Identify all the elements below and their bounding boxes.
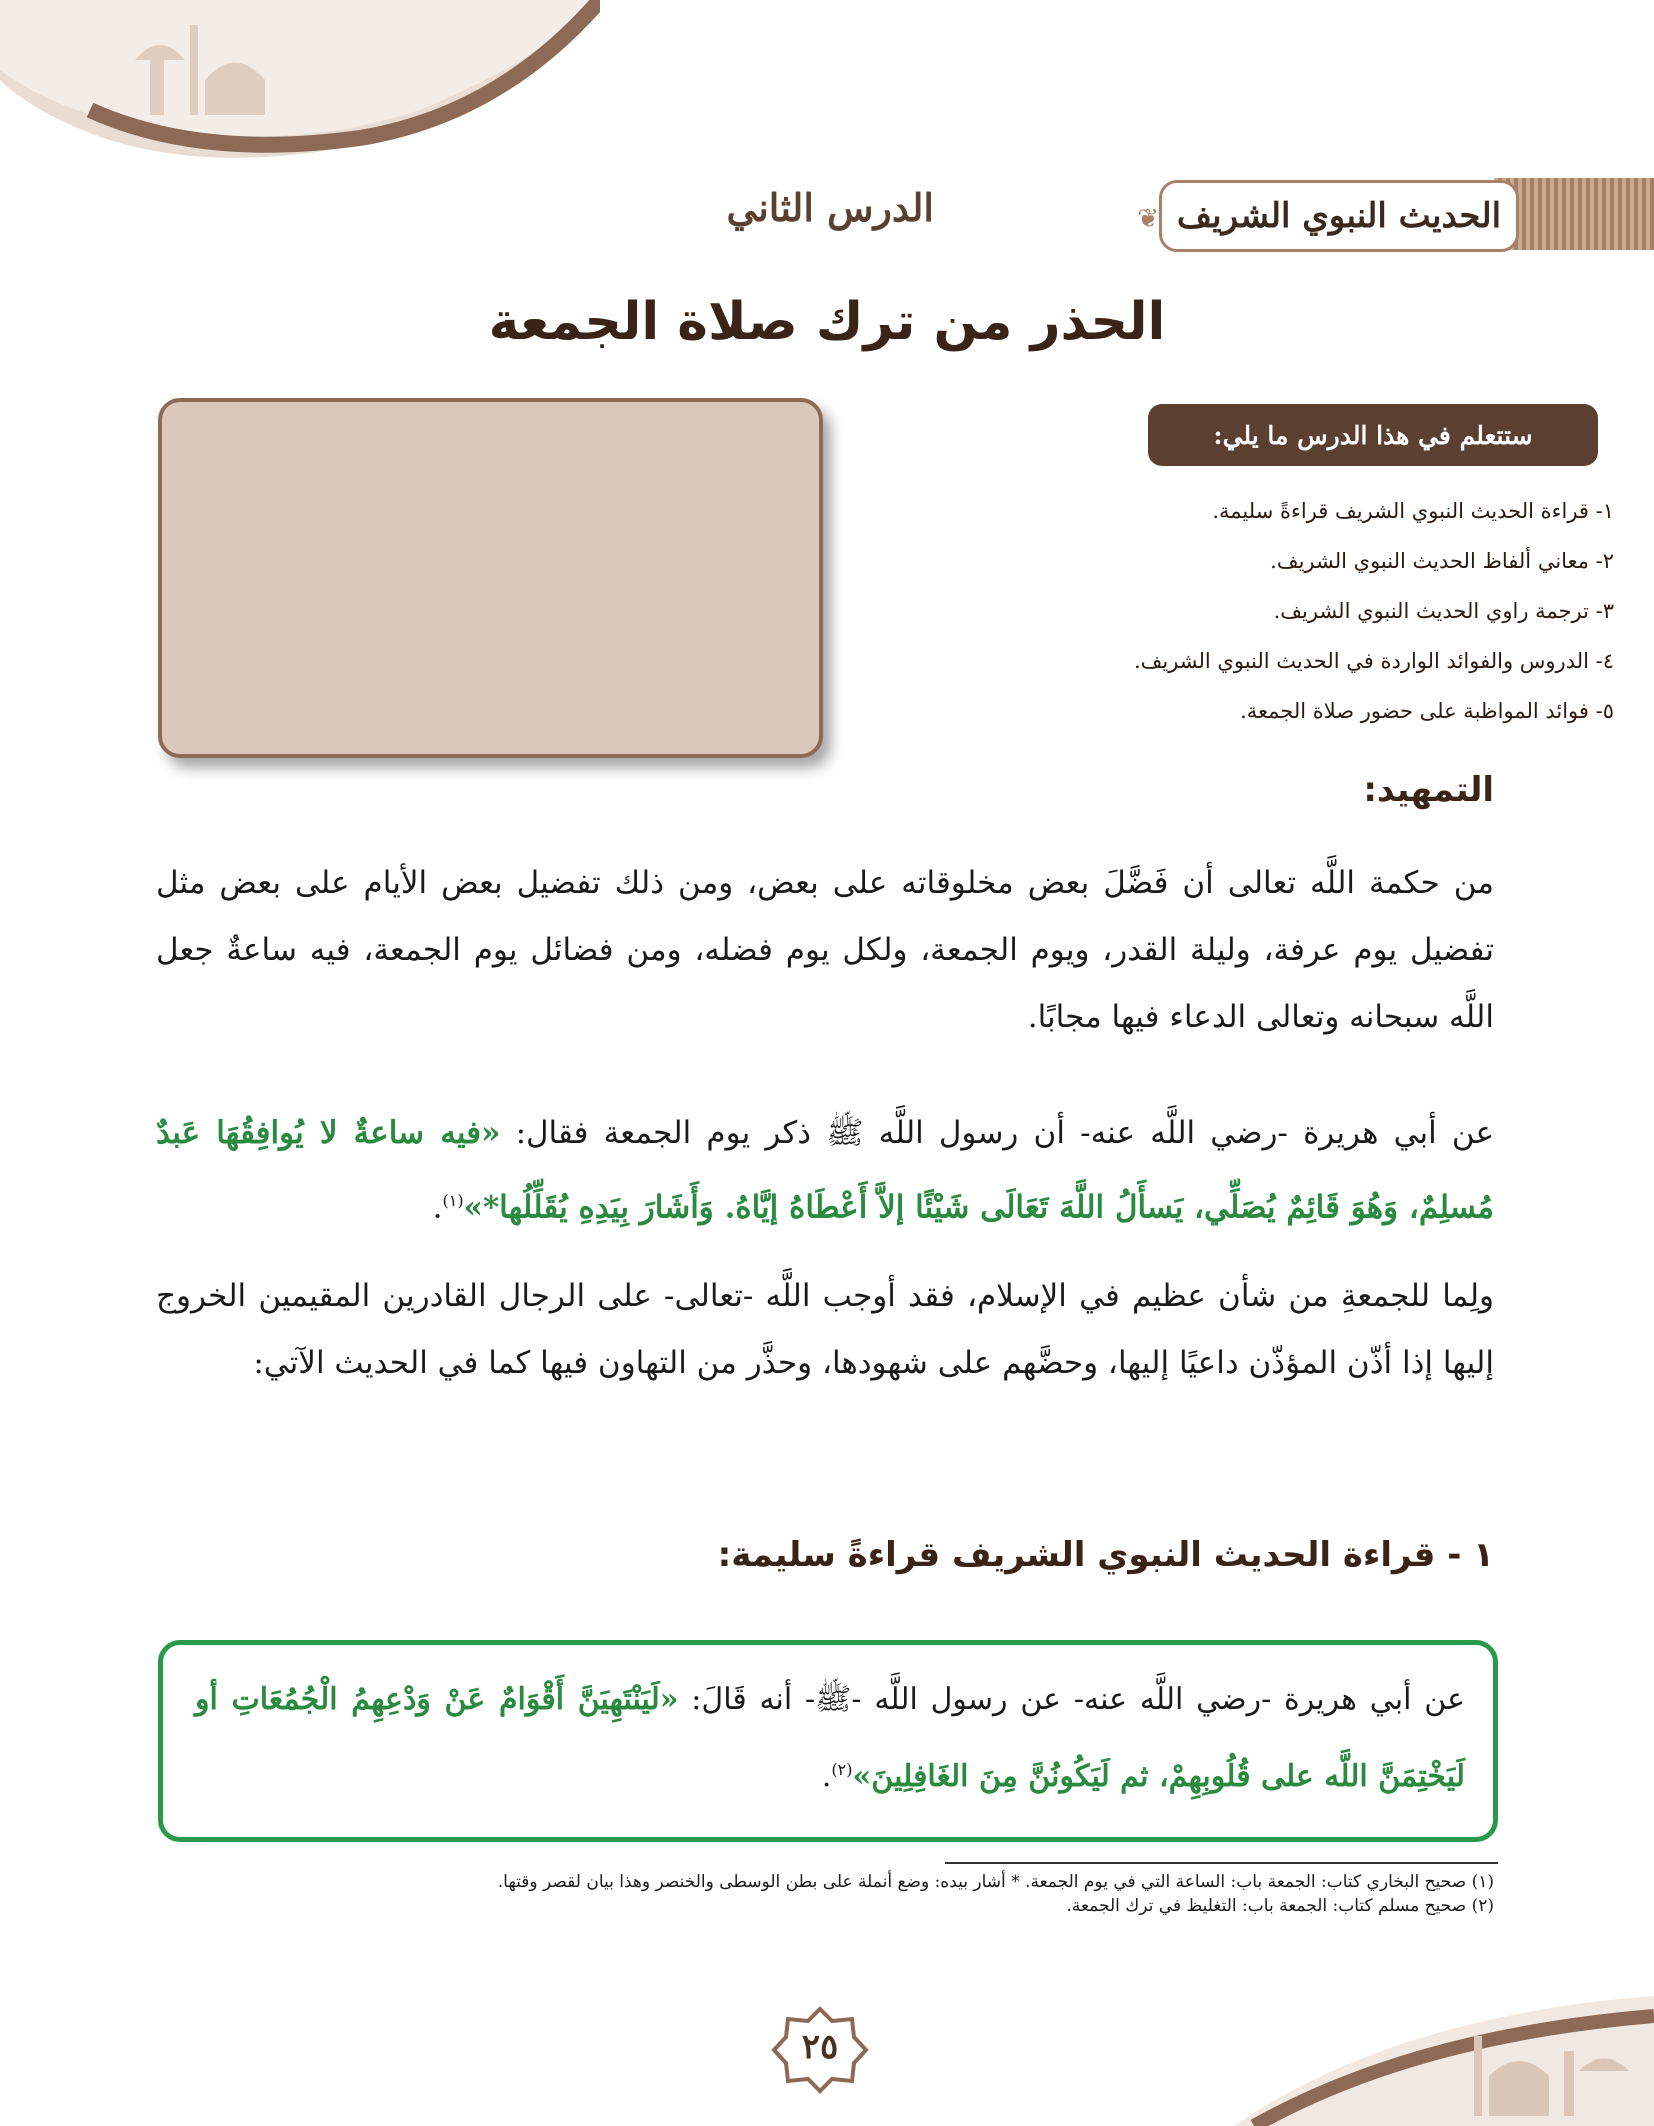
lesson-title: الحذر من ترك صلاة الجمعة (488, 292, 1166, 352)
top-corner-ornament (0, 0, 600, 170)
objective-item: ٥- فوائد المواظبة على حضور صلاة الجمعة. (1240, 699, 1614, 723)
intro-text: ولِما للجمعةِ من شأن عظيم في الإسلام، فقد أوجب اللَّه -تعالى- على الرجال القادرين المقيمين الخروج إليها إذا أذّن المؤذّن داعيًا إليها، وحضَّهم على شهودها، وحذَّر من التهاون فيها كما في الحديث الآتي: (156, 1278, 1494, 1381)
unit-title: الحديث النبوي الشريف (1176, 196, 1502, 236)
intro-text: من حكمة اللَّه تعالى أن فَضَّلَ بعض مخلوقاته على بعض، ومن ذلك تفضيل بعض الأيام على بعض مثل تفضيل يوم عرفة، وليلة القدر، ويوم الجمعة، ولكل يوم فضله، ومن فضائل يوم الجمعة، فيه ساعةٌ جعل اللَّه سبحانه وتعالى الدعاء فيها مجابًا. (156, 865, 1494, 1035)
objective-item: ٣- ترجمة راوي الحديث النبوي الشريف. (1273, 599, 1614, 623)
footnote-divider (945, 1862, 1498, 1864)
objectives-box (158, 398, 823, 758)
page-number-badge (770, 2005, 870, 2095)
intro-paragraph-2 (156, 1100, 1494, 1241)
intro-lead: عن أبي هريرة -رضي اللَّه عنه- أن رسول اللَّه ﷺ ذكر يوم الجمعة فقال: (500, 1115, 1494, 1151)
objective-item: ٤- الدروس والفوائد الواردة في الحديث النبوي الشريف. (1133, 649, 1614, 673)
hadith-box-text (195, 1665, 1465, 1812)
footnote-ref: (٢) (831, 1760, 853, 1779)
footnote-ref: (١) (442, 1191, 464, 1210)
objective-item: ١- قراءة الحديث النبوي الشريف قراءةً سليمة. (1212, 499, 1614, 523)
footnote-item: (١) صحيح البخاري كتاب: الجمعة باب: الساعة التي في يوم الجمعة. * أشار بيده: وضع أنملة على بطن الوسطى والخنصر وهذا بيان لقصر وقتها. (497, 1872, 1494, 1892)
hadith-box (158, 1640, 1498, 1842)
footnote-item: (٢) صحيح مسلم كتاب: الجمعة باب: التغليظ في ترك الجمعة. (1066, 1896, 1494, 1916)
hadith-quote: «فيه ساعةٌ لا يُوافِقُهَا عَبدٌ مُسلِمٌ، وَهُوَ قَائِمٌ يُصَلِّي، يَسأَلُ اللَّهَ تَعَالَى شَيْئًا إلاَّ أَعْطَاهُ إيَّاهُ. وَأَشَارَ بِيَدِهِ يُقَلِّلُها*» (156, 1115, 1494, 1226)
hadith-lead: عن أبي هريرة -رضي اللَّه عنه- عن رسول اللَّه -ﷺ- أنه قَالَ: (678, 1682, 1466, 1717)
hadith-quote: «لَيَنْتَهِيَنَّ أَقْوَامٌ عَنْ وَدْعِهِمُ الْجُمُعَاتِ أو لَيَخْتِمَنَّ اللَّه على قُلُوبِهِمْ، ثم لَيَكُونُنَّ مِنَ الغَافِلِينَ» (195, 1682, 1465, 1794)
objectives-list (1014, 486, 1614, 736)
intro-paragraph-3 (156, 1263, 1494, 1397)
objective-item: ٢- معاني ألفاظ الحديث النبوي الشريف. (1270, 549, 1614, 573)
intro-paragraph-1 (156, 850, 1494, 1051)
intro-title: التمهيد: (1363, 770, 1494, 810)
unit-title-tab (1159, 180, 1519, 252)
sentence-end: . (432, 1189, 443, 1226)
lesson-number: الدرس الثاني (726, 185, 934, 230)
section-1-title: ١ - قراءة الحديث النبوي الشريف قراءةً سليمة: (717, 1535, 1494, 1575)
objectives-heading: ستتعلم في هذا الدرس ما يلي: (1148, 404, 1598, 466)
bottom-corner-ornament (1234, 1976, 1654, 2126)
page-number: ٢٥ (801, 2027, 839, 2067)
flower-ornament-icon: ❦ (1137, 204, 1159, 234)
footnotes (154, 1870, 1494, 1918)
sentence-end: . (821, 1759, 832, 1794)
